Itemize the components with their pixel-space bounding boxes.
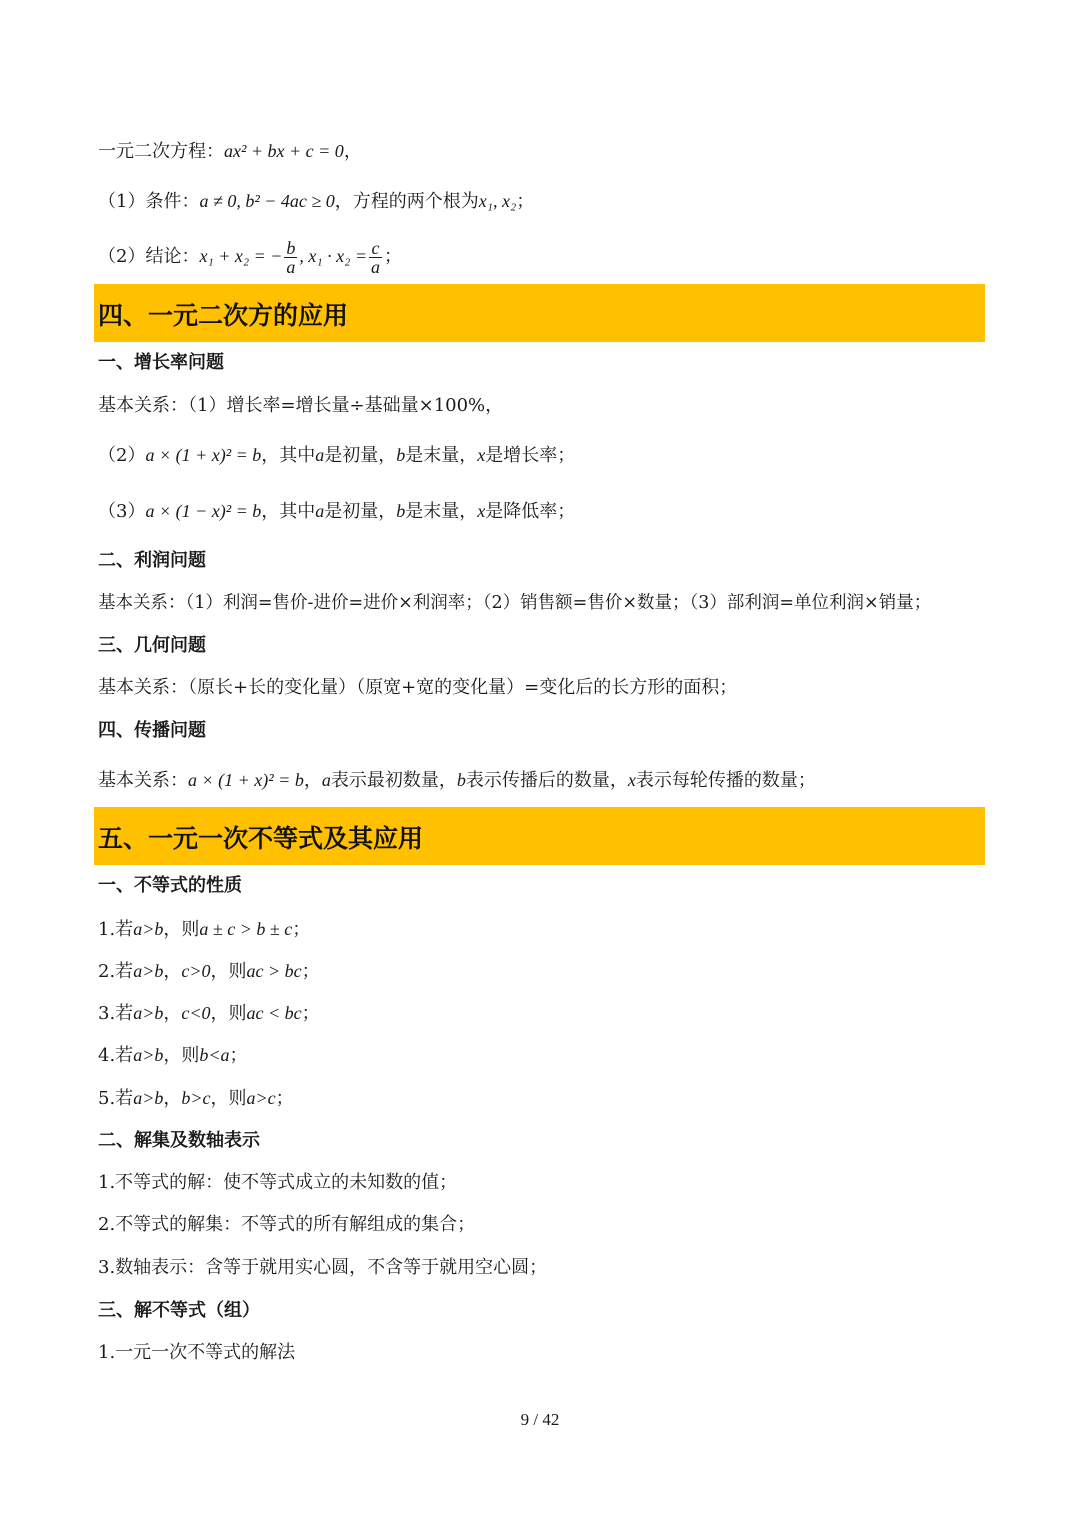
subheading-solve-inequalities: 三、解不等式（组） (98, 1300, 260, 1321)
quadratic-equation-line: 一元二次方程：ax² + bx + c = 0， (98, 141, 362, 162)
growth-relation-1: 基本关系：（1）增长率=增长量÷基础量×100%， (98, 395, 504, 416)
property-3: 3.若a>b，c<0，则ac < bc； (98, 1003, 320, 1024)
solve-line-1: 1.一元一次不等式的解法 (98, 1342, 296, 1363)
section-title: 五、一元一次不等式及其应用 (98, 824, 424, 853)
property-4: 4.若a>b，则b<a； (98, 1045, 248, 1066)
section-banner-5 (94, 807, 985, 865)
solution-line-1: 1.不等式的解：使不等式成立的未知数的值； (98, 1172, 458, 1193)
growth-relation-3: （3）a × (1 − x)² = b，其中a是初量，b是末量，x是降低率； (98, 501, 576, 522)
page-number: 9 / 42 (520, 1410, 560, 1429)
subheading-spread: 四、传播问题 (98, 720, 206, 741)
property-5: 5.若a>b，b>c，则a>c； (98, 1088, 294, 1109)
property-1: 1.若a>b，则a ± c > b ± c； (98, 919, 311, 940)
condition-math: a ≠ 0, b² − 4ac ≥ 0 (199, 191, 335, 211)
quadratic-equation-math: ax² + bx + c = 0 (224, 141, 344, 161)
roots-math: x₁, x₂ (478, 191, 517, 211)
conclusion-line: （2）结论：x₁ + x₂ = − $\frac{b}{a}$ , x₁ · x₂ = $\frac{c}{a}$ ； (98, 237, 403, 277)
profit-relation: 基本关系：（1）利润=售价-进价=进价×利润率；（2）销售额=售价×数量；（3）部利润=单位利润×销量； (98, 593, 932, 613)
growth-relation-2: （2）a × (1 + x)² = b，其中a是初量，b是末量，x是增长率； (98, 445, 576, 466)
subheading-profit: 二、利润问题 (98, 550, 206, 571)
property-2: 2.若a>b，c>0，则ac > bc； (98, 961, 320, 982)
subheading-inequality-properties: 一、不等式的性质 (98, 875, 242, 896)
condition-line: （1）条件：a ≠ 0, b² − 4ac ≥ 0，方程的两个根为x₁, x₂； (98, 191, 535, 212)
subheading-solution-set: 二、解集及数轴表示 (98, 1130, 260, 1151)
section-banner-4 (94, 284, 985, 342)
spread-relation: 基本关系：a × (1 + x)² = b，a表示最初数量，b表示传播后的数量，x表示每轮传播的数量； (98, 770, 816, 791)
subheading-growth-rate: 一、增长率问题 (98, 352, 224, 373)
solution-line-3: 3.数轴表示：含等于就用实心圆，不含等于就用空心圆； (98, 1257, 548, 1278)
subheading-geometry: 三、几何问题 (98, 635, 206, 656)
fraction-c-over-a: $\frac{c}{a}$ (371, 237, 381, 277)
geometry-relation: 基本关系：（原长+长的变化量）（原宽+宽的变化量）=变化后的长方形的面积； (98, 677, 738, 698)
solution-line-2: 2.不等式的解集：不等式的所有解组成的集合； (98, 1214, 476, 1235)
fraction-b-over-a: $\frac{b}{a}$ (286, 237, 296, 277)
section-title: 四、一元二次方的应用 (98, 301, 349, 330)
